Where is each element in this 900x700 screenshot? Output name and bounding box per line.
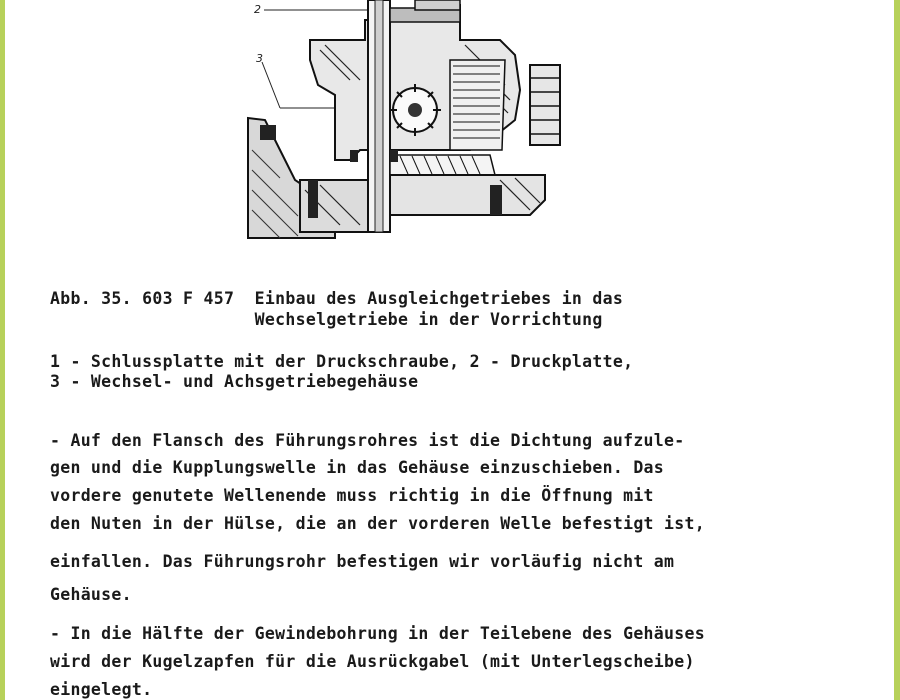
paragraph-2-line-2: wird der Kugelzapfen für die Ausrückgabel (mit Unterlegscheibe) (50, 652, 695, 671)
paragraph-1-line-2: gen und die Kupplungswelle in das Gehäuse einzuschieben. Das (50, 458, 665, 477)
figure-legend-line-2: 3 - Wechsel- und Achsgetriebegehäuse (50, 372, 419, 391)
figure-callout-2: 2 (254, 3, 261, 16)
paragraph-1-line-6: Gehäuse. (50, 585, 132, 604)
paragraph-2-line-3: eingelegt. (50, 680, 153, 699)
gearbox-drawing (240, 0, 580, 245)
figure-caption-line-1: Abb. 35. 603 F 457 Einbau des Ausgleichgetriebes in das (50, 289, 624, 308)
page-border-left (0, 0, 5, 700)
paragraph-1-line-4: den Nuten in der Hülse, die an der vorderen Welle befestigt ist, (50, 514, 705, 533)
paragraph-2-line-1: - In die Hälfte der Gewindebohrung in der Teilebene des Gehäuses (50, 624, 705, 643)
paragraph-1-line-5: einfallen. Das Führungsrohr befestigen wir vorläufig nicht am (50, 552, 675, 571)
figure-legend-line-1: 1 - Schlussplatte mit der Druckschraube, 2 - Druckplatte, (50, 352, 634, 371)
paragraph-1-line-1: - Auf den Flansch des Führungsrohres ist die Dichtung aufzule- (50, 431, 685, 450)
figure-caption-line-2: Wechselgetriebe in der Vorrichtung (50, 310, 603, 329)
paragraph-1-line-3: vordere genutete Wellenende muss richtig in die Öffnung mit (50, 486, 654, 505)
differential-cross-section-illustration (240, 0, 580, 245)
page-border-right (894, 0, 900, 700)
figure-callout-3: 3 (256, 52, 263, 65)
